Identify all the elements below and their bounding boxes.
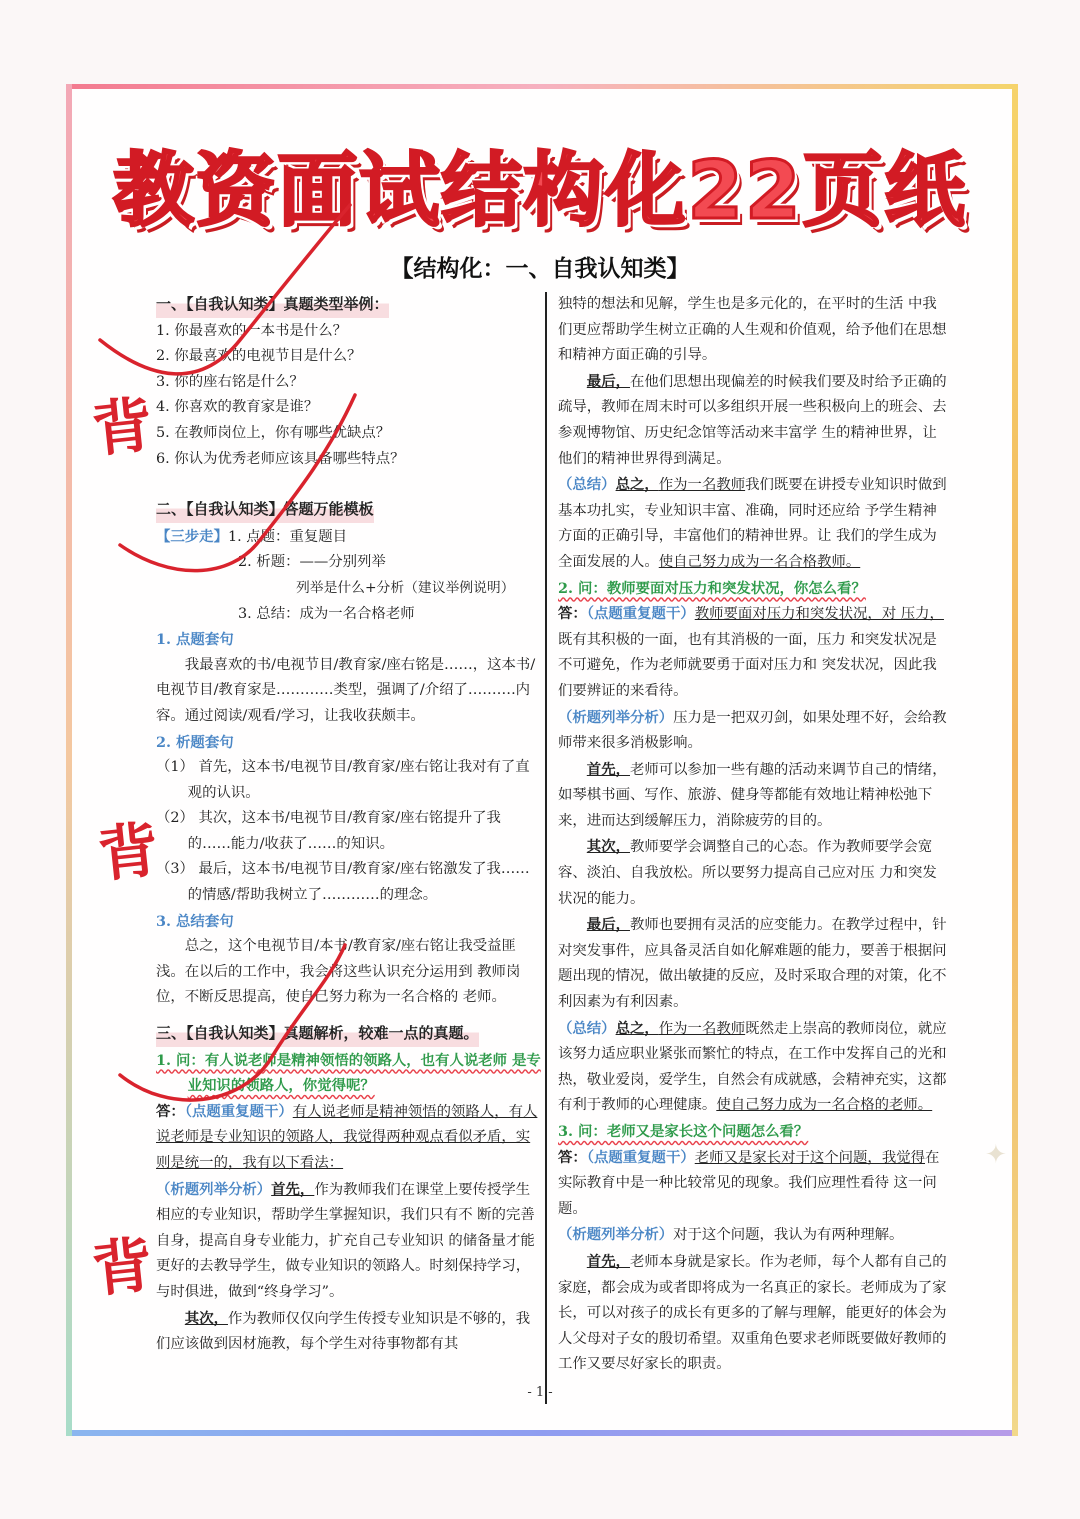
list-item: 1. 你最喜欢的一本书是什么？ (156, 322, 347, 339)
answer-2-first: 老师可以参加一些有趣的活动来调节自己的情绪，如琴棋书画、写作、旅游、健身等都能有效地让精神松弛下来，进而达到缓解压力，消除疲劳的目的。 (558, 761, 947, 829)
left-column (156, 292, 542, 1358)
section-3-heading: 三、【自我认知类】真题解析，较难一点的真题。 (156, 1021, 479, 1047)
second-label: 其次， (586, 838, 630, 856)
answer-3-restate: 在实际教育中是一种比较常见的现象。我们应理性看待 这一问题。 (558, 1149, 940, 1217)
left-border (66, 84, 72, 1436)
template-1-heading: 1. 点题套句 (156, 631, 234, 649)
zongzhi-label: 总之， (615, 476, 659, 494)
step-3: 3. 总结：成为一名合格老师 (238, 605, 415, 622)
sparkle-icon: ✦ (985, 1140, 1007, 1170)
list-item: 3. 你的座右铭是什么？ (156, 373, 304, 390)
list-item: 2. 你最喜欢的电视节目是什么？ (156, 348, 362, 365)
answer-1-last: 在他们思想出现偏差的时候我们要及时给予正确的疏导，教师在周末时可以多组织开展一些积极向上的班会、去参观博物馆、历史纪念馆等活动来丰富学 生的精神世界，让他们的精神世界得到满足。 (558, 373, 947, 467)
answer-2-restate: 既有其积极的一面，也有其消极的一面，压力 和突发状况是不可避免，作为老师就要勇于面对压力和 突发状况，因此我们要辨证的来看待。 (558, 631, 937, 699)
template-1-text: 我最喜欢的书/电视节目/教育家/座右铭是……，这本书/电视节目/教育家是…………类型，强调了/介绍了……….内容。通过阅读/观看/学习，让我收获颇丰。 (156, 656, 536, 724)
question-3: 3. 问：老师又是家长这个问题怎么看？ (558, 1123, 809, 1140)
first-label: 首先， (586, 760, 630, 778)
answer-label: 答： (156, 1102, 185, 1120)
step-1: 1. 点题：重复题目 (227, 528, 348, 545)
answer-2-last: 教师也要拥有灵活的应变能力。在教学过程中，针对突发事件，应具备灵活自如化解难题的能力，要善于根据问题出现的情况，做出敏捷的反应，及时采取合理的对策，化不利因素为有利因素。 (558, 917, 947, 1011)
page-title: 教资面试结构化22页纸 (113, 144, 967, 237)
question-2: 2. 问：教师要面对压力和突发状况，你怎么看？ (558, 579, 866, 597)
answer-2-summary: 既然走上崇高的教师岗位，就应该努力适应职业紧张而繁忙的特点，在工作中发挥自己的光和热，敬业爱岗，爱学生，自然会有成就感，会精神充实，这都有利于教师的心理健康。 (558, 1020, 947, 1114)
step-2: 2. 析题：——分别列举 (238, 554, 386, 571)
list-item: 5. 在教师岗位上，你有哪些优缺点？ (156, 424, 391, 441)
answer-1-summary-end: 使自己努力成为一名合格教师。 (658, 553, 861, 570)
list-item: 6. 你认为优秀老师应该具备哪些特点？ (156, 450, 405, 467)
question-1: 1. 问：有人说老师是精神领悟的领路人，也有人说老师 是专业知识的领路人，你觉得呢？ (156, 1051, 541, 1095)
right-border (1012, 84, 1018, 1436)
right-column (558, 292, 948, 1378)
summary-tag: （总结） (558, 1019, 616, 1037)
page-number: - 1 - (527, 1385, 553, 1400)
answer-1-summary: 我们既要在讲授专业知识时做到基本功扎实，专业知识丰富、准确，同时还应给 予学生精神方面的正确引导，丰富他们的精神世界。让 我们的学生成为全面发展的人。 (558, 477, 947, 570)
answer-1-restate: 有人说老师是精神领悟的领路人，有人说老师是专业知识的领路人，我觉得两种观点看似矛盾，实则是统一的，我有以下看法： (156, 1103, 538, 1171)
second-label: 其次， (184, 1309, 228, 1327)
last-label: 最后， (586, 916, 630, 934)
last-label: 最后， (586, 372, 630, 390)
section-subtitle: 【结构化：一、自我认知类】 (390, 256, 690, 282)
list-item: 4. 你喜欢的教育家是谁？ (156, 399, 319, 416)
analysis-tag: （析题列举分析） (558, 1226, 674, 1244)
analysis-tag: （析题列举分析） (558, 708, 674, 726)
answer-label: 答： (558, 605, 587, 623)
analysis-tag: （析题列举分析） (156, 1180, 272, 1198)
answer-1-first: 作为教师我们在课堂上要传授学生相应的专业知识，帮助学生掌握知识，我们只有不 断的完善自身，提高自身专业能力，扩充自己专业知识 的储备量才能更好的去教导学生，做专业知识的领路人。时刻保持学习，与时俱进，做到“终身学习”。 (156, 1181, 535, 1300)
memorize-stamp-1: 背 (89, 390, 157, 466)
memorize-stamp-2: 背 (95, 815, 163, 891)
answer-label: 答： (558, 1148, 587, 1166)
answer-3-analysis: 对于这个问题，我认为有两种理解。 (673, 1227, 904, 1244)
answer-2-analysis: 压力是一把双刃剑，如果处理不好，会给教师带来很多消极影响。 (558, 709, 947, 752)
restate-tag: （点题重复题干） (184, 1102, 293, 1120)
template-3-text: 总之，这个电视节目/本书/教育家/座右铭让我受益匪浅。在以后的工作中，我会将这些认识充分运用到 教师岗位，不断反思提高，使自己努力称为一名合格的 老师。 (156, 938, 521, 1006)
summary-teacher: 作为一名教师 (658, 477, 746, 494)
template-2-item: （2） 其次，这本书/电视节目/教育家/座右铭提升了我的……能力/收获了……的知识。 (156, 810, 501, 852)
summary-tag: （总结） (558, 476, 616, 494)
summary-teacher: 作为一名教师 (658, 1020, 746, 1037)
answer-2-second: 教师要学会调整自己的心态。作为教师要学会宽容、淡泊、自我放松。所以要努力提高自己应对压 力和突发状况的能力。 (558, 839, 937, 907)
answer-1-second: 作为教师仅仅向学生传授专业知识是不够的，我们应该做到因材施教，每个学生对待事物都有其 (156, 1310, 531, 1353)
answer-3-restate-underlined: 老师又是家长对于这个问题，我觉得 (694, 1149, 925, 1166)
template-2-item: （3） 最后，这本书/电视节目/教育家/座右铭激发了我……的情感/帮助我树立了…………的理念。 (156, 861, 530, 904)
template-2-heading: 2. 析题套句 (156, 733, 234, 751)
zongzhi-label: 总之， (615, 1019, 659, 1037)
template-2-item: （1） 首先，这本书/电视节目/教育家/座右铭让我对有了直观的认识。 (156, 759, 530, 801)
memorize-stamp-3: 背 (89, 1230, 157, 1306)
restate-tag: （点题重复题干） (586, 1148, 695, 1166)
restate-tag: （点题重复题干） (586, 605, 695, 623)
bottom-border (66, 1430, 1018, 1436)
template-3-heading: 3. 总结套句 (156, 912, 234, 930)
step-2-detail: 列举是什么+分析（建议举例说明） (296, 579, 515, 596)
first-label: 首先， (271, 1180, 315, 1198)
answer-3-first: 老师本身就是家长。作为老师，每个人都有自己的家庭，都会成为或者即将成为一名真正的家长。老师成为了家长，可以对孩子的成长有更多的了解与理解，能更好的体会为人父母对子女的殷切希望。双重角色要求老师既要做好教师的工作又要尽好家长的职责。 (558, 1253, 947, 1373)
answer-2-restate-underlined: 教师要面对压力和突发状况，对 压力， (694, 606, 944, 623)
section-1-heading: 一、【自我认知类】真题类型举例： (156, 292, 389, 318)
answer-1-continued: 独特的想法和见解，学生也是多元化的，在平时的生活 中我们更应帮助学生树立正确的人生观和价值观，给予他们在思想和精神方面正确的引导。 (558, 296, 947, 364)
three-steps-tag: 【三步走】 (156, 527, 228, 545)
answer-2-summary-end: 使自己努力成为一名合格的老师。 (716, 1097, 933, 1114)
first-label: 首先， (586, 1252, 630, 1270)
section-2-heading: 二、【自我认知类】答题万能模板 (156, 497, 374, 523)
top-border (66, 84, 1018, 89)
column-divider (545, 292, 547, 1404)
